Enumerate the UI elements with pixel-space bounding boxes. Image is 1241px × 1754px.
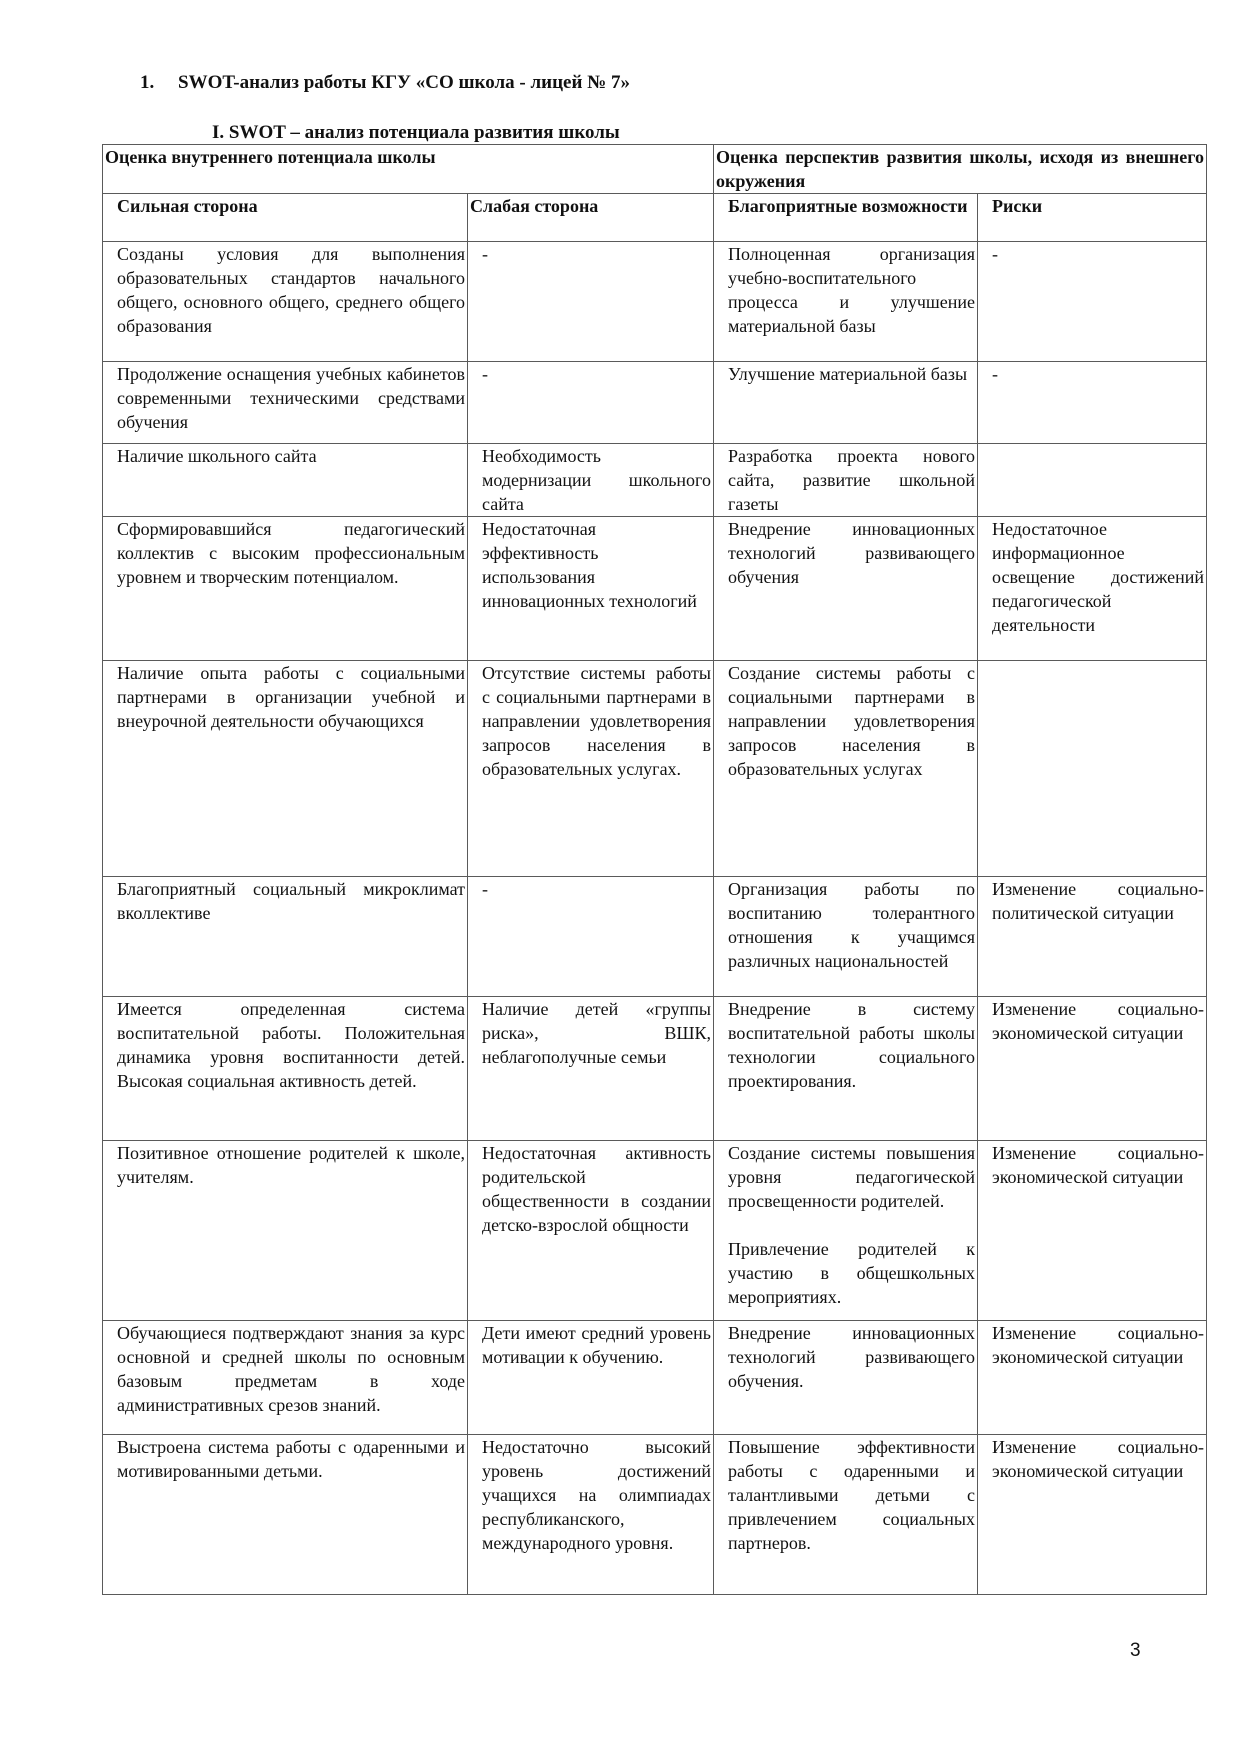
risk-cell — [978, 242, 1207, 362]
opportunity-cell — [714, 661, 978, 877]
weakness-cell — [468, 362, 714, 444]
risk-cell — [978, 661, 1207, 877]
opportunity-cell — [714, 517, 978, 661]
risk-cell — [978, 517, 1207, 661]
table-row — [103, 1435, 1207, 1595]
table-row — [103, 1321, 1207, 1435]
risk-cell-text: Недостаточное информационное освещение достижений педагогической деятельности — [992, 519, 1204, 635]
risk-cell — [978, 997, 1207, 1141]
weakness-cell — [468, 997, 714, 1141]
weakness-cell — [468, 1321, 714, 1435]
weakness-cell-text: Недостаточно высокий уровень достижений учащихся на олимпиадах республиканского, международного уровня. — [482, 1437, 711, 1553]
weakness-cell — [468, 1435, 714, 1595]
opportunity-cell-text: Создание системы работы с социальными партнерами в направлении удовлетворения запросов населения в образовательных услугах — [728, 663, 975, 779]
risk-cell-text: Изменение социально-экономической ситуации — [992, 1143, 1204, 1187]
weakness-cell — [468, 877, 714, 997]
strength-cell-text: Благоприятный социальный микроклимат вколлективе — [117, 879, 465, 923]
opportunity-cell — [714, 997, 978, 1141]
risk-cell — [978, 1321, 1207, 1435]
swot-table — [102, 144, 1207, 1595]
strength-cell-text: Выстроена система работы с одаренными и мотивированными детьми. — [117, 1437, 465, 1481]
opportunities-header: Благоприятные возможности — [714, 194, 978, 242]
strengths-header: Сильная сторона — [103, 194, 468, 242]
strength-cell — [103, 877, 468, 997]
subsection-heading: I. SWOT – анализ потенциала развития школы — [212, 122, 620, 143]
opportunity-cell — [714, 1435, 978, 1595]
page-number: 3 — [1130, 1640, 1141, 1661]
weakness-cell — [468, 661, 714, 877]
group-header-row — [103, 145, 1207, 194]
external-perspective-header: Оценка перспектив развития школы, исходя из внешнего окружения — [714, 145, 1207, 194]
table-row — [103, 997, 1207, 1141]
risk-cell — [978, 1435, 1207, 1595]
internal-potential-header: Оценка внутреннего потенциала школы — [103, 145, 714, 194]
weakness-cell-text: Наличие детей «группы риска», ВШК, неблагополучные семьи — [482, 999, 711, 1067]
weakness-cell — [468, 242, 714, 362]
risk-cell — [978, 877, 1207, 997]
opportunity-cell-text: Разработка проекта нового сайта, развитие школьной газеты — [728, 446, 975, 514]
weakness-cell — [468, 444, 714, 517]
weakness-cell-text: - — [482, 879, 488, 899]
strength-cell — [103, 517, 468, 661]
strength-cell — [103, 444, 468, 517]
risk-cell — [978, 444, 1207, 517]
strength-cell — [103, 242, 468, 362]
section-heading — [140, 72, 630, 94]
opportunity-cell — [714, 362, 978, 444]
table-row — [103, 517, 1207, 661]
weakness-cell-text: Недостаточная активность родительской общественности в создании детско-взрослой общности — [482, 1143, 711, 1235]
weakness-cell-text: - — [482, 364, 488, 384]
table-row — [103, 1141, 1207, 1321]
opportunity-cell-text: Внедрение инновационных технологий развивающего обучения — [728, 519, 975, 587]
opportunity-cell-text: Улучшение материальной базы — [728, 364, 968, 384]
strength-cell-text: Созданы условия для выполнения образовательных стандартов начального общего, основного общего, среднего общего образования — [117, 244, 465, 336]
opportunity-cell-text: Повышение эффективности работы с одаренными и талантливыми детьми с привлечением социальных партнеров. — [728, 1437, 975, 1553]
strength-cell-text: Наличие школьного сайта — [117, 446, 317, 466]
weakness-cell-text: - — [482, 244, 488, 264]
strength-cell — [103, 1435, 468, 1595]
table-row — [103, 362, 1207, 444]
risk-cell-text: - — [992, 244, 998, 264]
strength-cell — [103, 1321, 468, 1435]
risk-cell-text: Изменение социально-экономической ситуации — [992, 1323, 1204, 1367]
table-row — [103, 444, 1207, 517]
risks-header: Риски — [978, 194, 1207, 242]
weakness-cell — [468, 1141, 714, 1321]
section-number: 1. — [140, 72, 155, 93]
weakness-cell-text: Необходимость модернизации школьного сайта — [482, 446, 711, 514]
weakness-cell-text: Отсутствие системы работы с социальными партнерами в направлении удовлетворения запросов населения в образовательных услугах. — [482, 663, 711, 779]
opportunity-cell-text: Внедрение в систему воспитательной работы школы технологии социального проектирования. — [728, 999, 975, 1091]
strength-cell-text: Продолжение оснащения учебных кабинетов современными техническими средствами обучения — [117, 364, 465, 432]
opportunity-cell — [714, 444, 978, 517]
risk-cell-text: Изменение социально-экономической ситуации — [992, 1437, 1204, 1481]
opportunity-cell — [714, 877, 978, 997]
weakness-cell-text: Недостаточная эффективность использования инновационных технологий — [482, 519, 697, 611]
strength-cell — [103, 661, 468, 877]
risk-cell — [978, 362, 1207, 444]
strength-cell-text: Имеется определенная система воспитательной работы. Положительная динамика уровня воспитанности детей. Высокая социальная активность детей. — [117, 999, 465, 1091]
table-row — [103, 877, 1207, 997]
risk-cell-text: Изменение социально-политической ситуации — [992, 879, 1204, 923]
strength-cell — [103, 1141, 468, 1321]
opportunity-cell-text: Внедрение инновационных технологий развивающего обучения. — [728, 1323, 975, 1391]
table-row — [103, 242, 1207, 362]
table-row — [103, 661, 1207, 877]
opportunity-cell — [714, 1321, 978, 1435]
strength-cell — [103, 362, 468, 444]
weaknesses-header: Слабая сторона — [468, 194, 714, 242]
opportunity-cell — [714, 1141, 978, 1321]
opportunity-cell-text: Создание системы повышения уровня педагогической просвещенности родителей. Привлечение родителей к участию в общешкольных мероприятиях. — [728, 1143, 975, 1307]
risk-cell-text: - — [992, 364, 998, 384]
section-title: SWOT-анализ работы КГУ «СО школа - лицей № 7» — [178, 72, 631, 93]
strength-cell-text: Позитивное отношение родителей к школе, учителям. — [117, 1143, 465, 1187]
opportunity-cell-text: Организация работы по воспитанию толерантного отношения к учащимся различных национальностей — [728, 879, 975, 971]
risk-cell-text: Изменение социально-экономической ситуации — [992, 999, 1204, 1043]
strength-cell-text: Наличие опыта работы с социальными партнерами в организации учебной и внеурочной деятельности обучающихся — [117, 663, 465, 731]
risk-cell — [978, 1141, 1207, 1321]
column-header-row — [103, 194, 1207, 242]
strength-cell-text: Сформировавшийся педагогический коллектив с высоким профессиональным уровнем и творческим потенциалом. — [117, 519, 465, 587]
weakness-cell-text: Дети имеют средний уровень мотивации к обучению. — [482, 1323, 711, 1367]
opportunity-cell — [714, 242, 978, 362]
weakness-cell — [468, 517, 714, 661]
opportunity-cell-text: Полноценная организация учебно-воспитательного процесса и улучшение материальной базы — [728, 244, 975, 336]
strength-cell — [103, 997, 468, 1141]
strength-cell-text: Обучающиеся подтверждают знания за курс основной и средней школы по основным базовым предметам в ходе административных срезов знаний. — [117, 1323, 465, 1415]
